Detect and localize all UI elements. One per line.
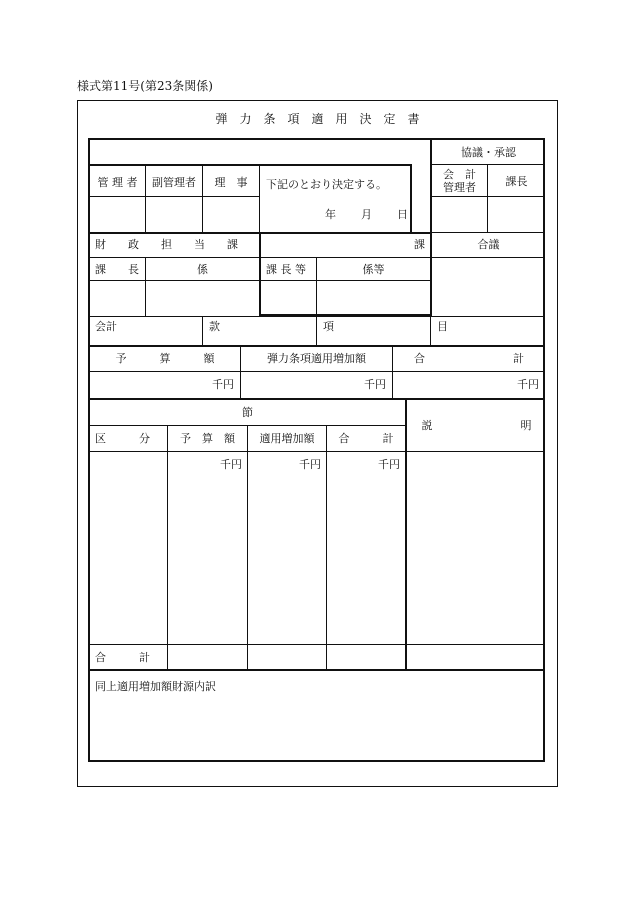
sig-v1 (145, 164, 146, 234)
detail-total-label: 合 計 (95, 651, 150, 664)
detail-setsumei-border (405, 398, 407, 670)
detail-h2 (88, 451, 545, 452)
budget-unit-3: 千円 (517, 378, 539, 391)
acc-v3 (430, 316, 431, 345)
kaikei-acc-label: 会計 (95, 320, 117, 333)
acc-v2 (316, 316, 317, 345)
yosan-gaku-label: 予 算 額 (115, 352, 215, 365)
detail-v1 (167, 425, 168, 670)
detail-v2 (247, 425, 248, 670)
kanrisha-label: 管理者 (443, 181, 476, 194)
budget-gokei-label: 合 計 (414, 352, 524, 365)
danryoku-zoka-label: 弾力条項適用増加額 (267, 352, 366, 365)
fin-kacho-label: 課 長 (95, 263, 139, 276)
kacho-to-label: 課 長 等 (266, 263, 306, 276)
sig-v2 (202, 164, 203, 234)
detail-unit-3: 千円 (378, 458, 400, 471)
moku-label: 目 (437, 320, 448, 333)
tekiyo-zoka-label: 適用増加額 (259, 432, 315, 445)
signature-box (88, 164, 412, 234)
fuku-kanrisha-label: 副管理者 (152, 176, 196, 189)
kyogi-shonin-label: 協議・承認 (461, 146, 516, 159)
form-number: 様式第11号(第23条関係) (77, 79, 213, 93)
year-label: 年 (325, 208, 336, 221)
setsu-label: 節 (242, 406, 253, 419)
budget-top (88, 345, 545, 347)
fin-h2 (88, 280, 432, 281)
budget-unit-2: 千円 (364, 378, 386, 391)
detail-gokei-label: 合 計 (338, 432, 394, 445)
kan-label: 款 (209, 320, 220, 333)
month-label: 月 (361, 208, 372, 221)
kakari-to-label: 係等 (362, 263, 385, 276)
funding-top (88, 669, 545, 671)
detail-unit-1: 千円 (220, 458, 242, 471)
acc-v1 (202, 316, 203, 345)
setsumei-label: 説 明 (421, 419, 532, 432)
budget-unit-1: 千円 (212, 378, 234, 391)
ko-label: 項 (323, 320, 334, 333)
kubun-label: 区 分 (95, 432, 150, 445)
detail-yosan-label: 予 算 額 (180, 432, 235, 445)
document-title: 弾 力 条 項 適 用 決 定 書 (215, 112, 420, 126)
kaikei-label: 会 計 (443, 168, 476, 181)
decision-text: 下記のとおり決定する。 (266, 178, 387, 191)
sig-h1 (88, 196, 260, 197)
sig-v3 (259, 164, 260, 234)
zaisei-tanto-ka-label: 財 政 担 当 課 (95, 238, 238, 251)
detail-total-line (88, 644, 545, 645)
detail-v3 (326, 425, 327, 670)
kanrisha-sig-label: 管 理 者 (97, 176, 138, 189)
funding-label: 同上適用増加額財源内訳 (95, 680, 216, 693)
kakari-label: 係 (197, 263, 208, 276)
detail-unit-2: 千円 (299, 458, 321, 471)
approval-hdivider (430, 196, 545, 197)
approval-kacho-label: 課長 (505, 175, 528, 188)
ka-label: 課 (414, 238, 425, 251)
detail-top (88, 398, 545, 400)
riji-label: 理 事 (214, 176, 248, 189)
day-label: 日 (397, 208, 408, 221)
gogi-label: 合議 (477, 238, 500, 251)
budget-h1 (88, 371, 545, 372)
